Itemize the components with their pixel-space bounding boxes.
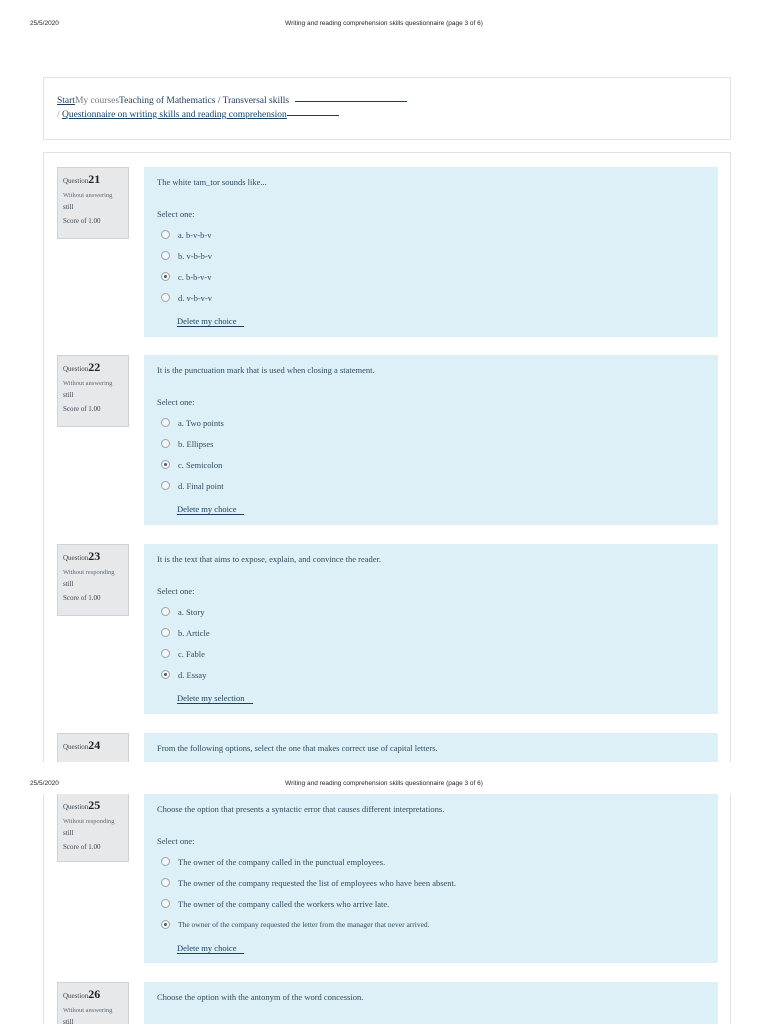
radio-button[interactable] <box>161 899 170 908</box>
radio-button[interactable] <box>161 439 170 448</box>
answer-option[interactable] <box>157 622 705 643</box>
question-state-2: still <box>63 202 74 211</box>
question-label: Question <box>63 365 89 373</box>
breadcrumb <box>43 77 731 140</box>
breadcrumb-course-underline <box>295 101 407 102</box>
option-label: a. Story <box>178 606 205 617</box>
question-content <box>144 355 718 525</box>
radio-button-selected[interactable] <box>161 920 170 929</box>
question-state-2: still <box>63 828 74 837</box>
print-date: 25/5/2020 <box>30 20 59 27</box>
radio-button[interactable] <box>161 418 170 427</box>
answer-option[interactable] <box>157 266 705 287</box>
question-content <box>144 544 718 714</box>
print-title: Writing and reading comprehension skills questionnaire (page 3 of 6) <box>285 20 483 27</box>
question-info <box>57 167 129 239</box>
answer-option[interactable] <box>157 664 705 685</box>
answer-option[interactable] <box>157 224 705 245</box>
question-info <box>57 794 129 862</box>
question-number: 23 <box>88 549 101 563</box>
breadcrumb-quiz-link[interactable]: Questionnaire on writing skills and reading comprehension <box>62 110 287 120</box>
question-state: Without answering <box>63 1007 113 1014</box>
radio-button[interactable] <box>161 649 170 658</box>
question-label: Question <box>63 992 89 1000</box>
radio-button[interactable] <box>161 293 170 302</box>
option-label: b. Article <box>178 627 210 638</box>
breadcrumb-my-courses[interactable]: My courses <box>74 96 120 106</box>
radio-button-selected[interactable] <box>161 460 170 469</box>
option-label: a. Two points <box>178 417 224 428</box>
option-label: a. b-v-b-v <box>178 229 212 240</box>
answer-option[interactable] <box>157 893 705 914</box>
question-number: 25 <box>88 798 101 812</box>
question-state-2: still <box>63 579 74 588</box>
answer-option[interactable] <box>157 454 705 475</box>
answer-option[interactable] <box>157 475 705 496</box>
option-label: The owner of the company requested the list of employees who have been absent. <box>178 877 457 888</box>
question-state-2: still <box>63 390 74 399</box>
question-info <box>57 544 129 616</box>
select-one-label: Select one: <box>157 397 195 407</box>
clear-choice-link[interactable]: Delete my choice <box>177 943 244 954</box>
question-state: Without responding <box>63 569 115 576</box>
question-text: Choose the option that presents a syntactic error that causes different interpretations. <box>157 804 445 814</box>
option-label: The owner of the company requested the letter from the manager that never arrived. <box>178 920 430 929</box>
question-state: Without responding <box>63 818 115 825</box>
breadcrumb-start-link[interactable]: Start <box>57 96 75 106</box>
question-number: 21 <box>88 172 101 186</box>
question-info <box>57 355 129 427</box>
question-number: 22 <box>88 360 101 374</box>
question-score: Score of 1.00 <box>63 842 101 851</box>
question-number: 26 <box>88 987 101 1001</box>
question-label: Question <box>63 177 89 185</box>
breadcrumb-course-link[interactable]: Teaching of Mathematics / Transversal skills <box>119 96 290 106</box>
radio-button-selected[interactable] <box>161 670 170 679</box>
option-label: d. Essay <box>178 669 207 680</box>
answer-option[interactable] <box>157 851 705 872</box>
clear-choice-link[interactable]: Delete my selection <box>177 693 253 704</box>
radio-button[interactable] <box>161 251 170 260</box>
question-text: From the following options, select the one that makes correct use of capital letters. <box>157 743 438 753</box>
question-text: It is the punctuation mark that is used when closing a statement. <box>157 365 375 375</box>
option-label: b. Ellipses <box>178 438 214 449</box>
radio-button[interactable] <box>161 857 170 866</box>
answer-option[interactable] <box>157 872 705 893</box>
answer-option[interactable] <box>157 433 705 454</box>
answer-option[interactable] <box>157 412 705 433</box>
clear-choice-link[interactable]: Delete my choice <box>177 316 244 327</box>
breadcrumb-separator: / <box>57 110 63 120</box>
answer-option[interactable] <box>157 601 705 622</box>
print-header <box>0 780 768 794</box>
question-content <box>144 733 718 762</box>
question-score: Score of 1.00 <box>63 404 101 413</box>
question-label: Question <box>63 803 89 811</box>
question-text: The white tam_tor sounds like... <box>157 177 267 187</box>
question-state-2: still <box>63 1017 74 1026</box>
radio-button[interactable] <box>161 230 170 239</box>
option-label: The owner of the company called the workers who arrive late. <box>178 898 390 909</box>
print-date: 25/5/2020 <box>30 780 59 787</box>
option-label: c. Semicolon <box>178 459 223 470</box>
option-label: c. b-b-v-v <box>178 271 212 282</box>
select-one-label: Select one: <box>157 209 195 219</box>
answer-option[interactable] <box>157 287 705 308</box>
option-label: d. v-b-v-v <box>178 292 212 303</box>
clear-choice-link[interactable]: Delete my choice <box>177 504 244 515</box>
option-label: c. Fable <box>178 648 205 659</box>
print-header <box>0 20 768 34</box>
breadcrumb-quiz-underline <box>287 115 339 116</box>
question-state: Without answering <box>63 380 113 387</box>
question-number: 24 <box>88 738 101 752</box>
radio-button[interactable] <box>161 607 170 616</box>
question-content <box>144 167 718 337</box>
question-label: Question <box>63 743 89 751</box>
radio-button[interactable] <box>161 481 170 490</box>
answer-option[interactable] <box>157 245 705 266</box>
option-label: d. Final point <box>178 480 224 491</box>
question-score: Score of 1.00 <box>63 593 101 602</box>
radio-button-selected[interactable] <box>161 272 170 281</box>
question-state: Without answering <box>63 192 113 199</box>
question-score: Score of 1.00 <box>63 216 101 225</box>
radio-button[interactable] <box>161 628 170 637</box>
question-text: Choose the option with the antonym of the word concession. <box>157 992 364 1002</box>
question-text: It is the text that aims to expose, explain, and convince the reader. <box>157 554 381 564</box>
answer-option[interactable] <box>157 643 705 664</box>
question-content <box>144 982 718 1024</box>
page-separator <box>0 762 768 778</box>
question-content <box>144 794 718 963</box>
option-label: b. v-b-b-v <box>178 250 212 261</box>
option-label: The owner of the company called in the punctual employees. <box>178 856 386 867</box>
select-one-label: Select one: <box>157 586 195 596</box>
question-info <box>57 733 129 762</box>
question-label: Question <box>63 554 89 562</box>
select-one-label: Select one: <box>157 836 195 846</box>
radio-button[interactable] <box>161 878 170 887</box>
answer-option[interactable] <box>157 914 705 935</box>
question-info <box>57 982 129 1024</box>
print-title: Writing and reading comprehension skills questionnaire (page 3 of 6) <box>285 780 483 787</box>
